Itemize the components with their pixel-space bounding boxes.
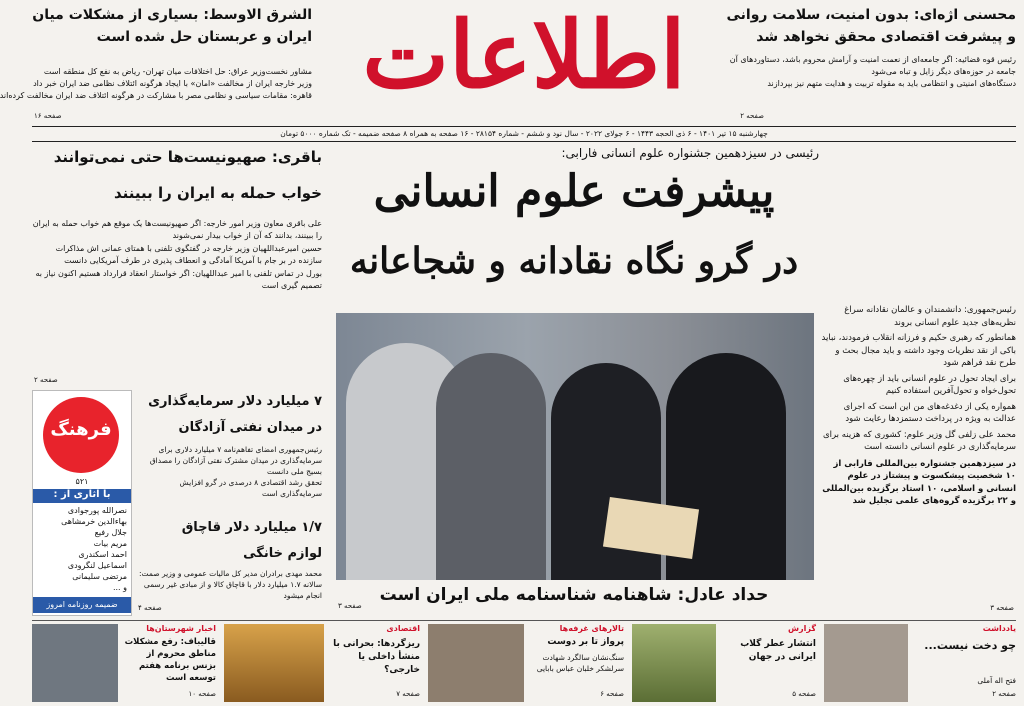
lead-kicker: رئیسی در سیزدهمین جشنواره علوم انسانی فارابی: (561, 146, 819, 160)
lead-headline-1: پیشرفت علوم انسانی (373, 166, 775, 217)
bottom-photo (632, 624, 716, 702)
bottom-kicker: گزارش (787, 624, 816, 633)
bottom-title: انتشار عطر گلاب ایرانی در جهان (740, 639, 816, 662)
dateline: چهارشنبه ۱۵ تیر ۱۴۰۱ - ۶ ذی الحجه ۱۴۴۳ - ۶ جولای ۲۰۲۲ - سال نود و ششم - شماره ۲۸۱۵۴ - ۱۶ صفحه به همراه ۸ صفحه ضمیمه - تک شماره ۵۰۰۰ تومان (280, 129, 768, 138)
right-col-bullets: رئیس‌جمهوری: دانشمندان و عالمان نقادانه سراغ نظریه‌های جدید علوم انسانی بروند همانطور که رهبری حکیم و فرزانه انقلاب فرمودند، نباید باکی از نقد نظریات وجود داشته و باید مجال بحث و طرح نقد فراهم شود برای ایجاد تحول در علوم انسانی باید از چهره‌های تحول‌خواه و تحول‌آفرین استفاده کنیم همواره یکی از دغدغه‌های من این است که اجرای عدالت به ویژه در پرداخت دستمزدها رعایت شود محمد علی زلفی گل وزیر علوم: کشوری که هزینه برای سرمایه‌گذاری در علوم انسانی دانسته است در سیزدهمین جشنواره بین‌المللی فارابی از ۱۰ شخصیت پیشکسوت و پیشتاز در علوم انسانی و اسلامی، ۱۰ استاد برگزیده بین‌المللی و ۲۲ برگزیده گروه‌های علمی تجلیل شد (821, 305, 1016, 506)
right-col-page: صفحه ۳ (990, 604, 1014, 612)
farhang-logo-text: فرهنگ (50, 419, 112, 440)
top-left-page: صفحه ۱۶ (34, 112, 62, 120)
bottom-item[interactable] (428, 624, 624, 704)
dateline-bar (32, 126, 1016, 142)
story3-body: محمد مهدی برادران مدیر کل مالیات عمومی و وزیر صمت: سالانه ۱.۷ میلیارد دلار با قاچاق کالا و از مبادی غیر رسمی انجام میشود (139, 569, 322, 600)
top-right-bullets: رئیس قوه قضائیه: اگر جامعه‌ای از نعمت امنیت و آرامش محروم باشد، دستاوردهای آن جامعه در حوزه‌های دیگر زایل و تباه می‌شود دستگاه‌های امنیتی و انتظامی باید به مقوله تربیت و هدایت متهم نیز بپردازند (729, 55, 1016, 88)
bottom-kicker: اقتصادی (386, 624, 420, 633)
bottom-photo (428, 624, 524, 702)
bottom-item[interactable] (632, 624, 816, 704)
bottom-item[interactable] (32, 624, 216, 704)
bottom-title: قالیباف: رفع مشکلات مناطق محروم از بزنس برنامه هفتم توسعه است (124, 637, 216, 683)
farhang-issue: ۵۲۱ (75, 477, 89, 486)
left-page: صفحه ۲ (34, 376, 58, 384)
top-left-bullets: مشاور نخست‌وزیر عراق: حل اختلافات میان تهران- ریاض به نفع کل منطقه است وزیر خارجه ایران از مخالفت «امان» با ایجاد هرگونه ائتلاف نظامی ضد ایران خبر داد قاهره: مقامات سیاسی و نظامی مصر با مشارکت در هرگونه ائتلاف ضد ایران مخالفت کرده‌اند (0, 67, 312, 100)
lead-photo (336, 313, 814, 580)
story2-body: رئیس‌جمهوری امضای تفاهم‌نامه ۷ میلیارد دلاری برای سرمایه‌گذاری در میدان مشترک نفتی آزادگان را مصداق بسیج ملی دانست تحقق رشد اقتصادی ۸ درصدی در گرو افزایش سرمایه‌گذاری است (149, 445, 322, 498)
story2-headline-2: در میدان نفتی آزادگان (178, 420, 322, 435)
bottom-title: پرواز تا بر دوست (547, 637, 624, 647)
bottom-sub: فتح اله آملی (977, 676, 1016, 685)
story3-page: صفحه ۴ (138, 604, 162, 612)
bottom-photo (32, 624, 118, 702)
lead-headline-2: در گرو نگاه نقادانه و شجاعانه (349, 240, 799, 282)
masthead-logo: اطلاعات (362, 1, 686, 109)
bottom-item[interactable] (824, 624, 1016, 704)
bottom-page: صفحه ۵ (792, 690, 816, 698)
farhang-footer: ضمیمه روزنامه امروز (33, 597, 131, 613)
story3-headline-1: ۱/۷ میلیارد دلار قاچاق (181, 520, 322, 535)
story3-headline-2: لوازم خانگی (243, 546, 322, 561)
bottom-sub: سنگ‌نشان سالگرد شهادت سرلشکر خلبان عباس بابایی (536, 653, 624, 673)
left-bullets: علی باقری معاون وزیر امور خارجه: اگر صهیونیست‌ها یک موقع هم خواب حمله به ایران را ببینند، بدانند که آن از خواب بیدار نمی‌شوند حسین امیرعبداللهیان وزیر خارجه در گفتگوی تلفنی با همتای عمانی اش مذاکرات سازنده در بر جام با آمریکا آمادگی و انعطاف پذیری در طرف آمریکایی دانست بورل در تماس تلفنی با امیر عبداللهیان: اگر خواستار انعقاد قرارداد هستیم اکنون نیاز به تصمیم گیری است (32, 219, 322, 290)
farhang-supplement[interactable] (32, 390, 132, 616)
bottom-photo (824, 624, 908, 702)
left-headline-2: خواب حمله به ایران را ببینند (114, 184, 322, 202)
bottom-photo (224, 624, 324, 702)
story2-headline-1: ۷ میلیارد دلار سرمایه‌گذاری (148, 394, 322, 409)
bottom-page: صفحه ۱۰ (188, 690, 216, 698)
top-right-headline: محسنی اژه‌ای: بدون امنیت، سلامت روانی و پیشرفت اقتصادی محقق نخواهد شد (726, 7, 1016, 45)
left-headline-1: باقری: صهیونیست‌ها حتی نمی‌توانند (53, 148, 322, 166)
bottom-page: صفحه ۶ (600, 690, 624, 698)
bottom-kicker: یادداشت (982, 624, 1016, 633)
bottom-title: ریزگردها: بحرانی با منشأ داخلی یا خارجی؟ (333, 639, 420, 675)
lead-caption-page: صفحه ۳ (338, 602, 362, 610)
bottom-item[interactable] (224, 624, 420, 704)
top-right-page: صفحه ۲ (740, 112, 764, 120)
bottom-kicker: اخبار شهرستان‌ها (146, 624, 216, 633)
farhang-header: با آثاری از : (33, 489, 131, 503)
bottom-page: صفحه ۷ (396, 690, 420, 698)
bottom-page: صفحه ۲ (992, 690, 1016, 698)
top-left-headline: الشرق الاوسط: بسیاری از مشکلات میان ایران و عربستان حل شده است (32, 7, 312, 45)
bottom-kicker: تالارهای غرفه‌ها (559, 624, 624, 633)
farhang-names: نصرالله پورجوادی بهاءالدین خرمشاهی جلال رفیع مریم بیات احمد اسکندری اسماعیل لنگرودی مرتضی سلیمانی و ... (61, 506, 127, 592)
lead-caption: حداد عادل: شاهنامه شناسنامه ملی ایران است (379, 585, 769, 605)
bottom-title: چو دخت نیست... (924, 639, 1016, 652)
